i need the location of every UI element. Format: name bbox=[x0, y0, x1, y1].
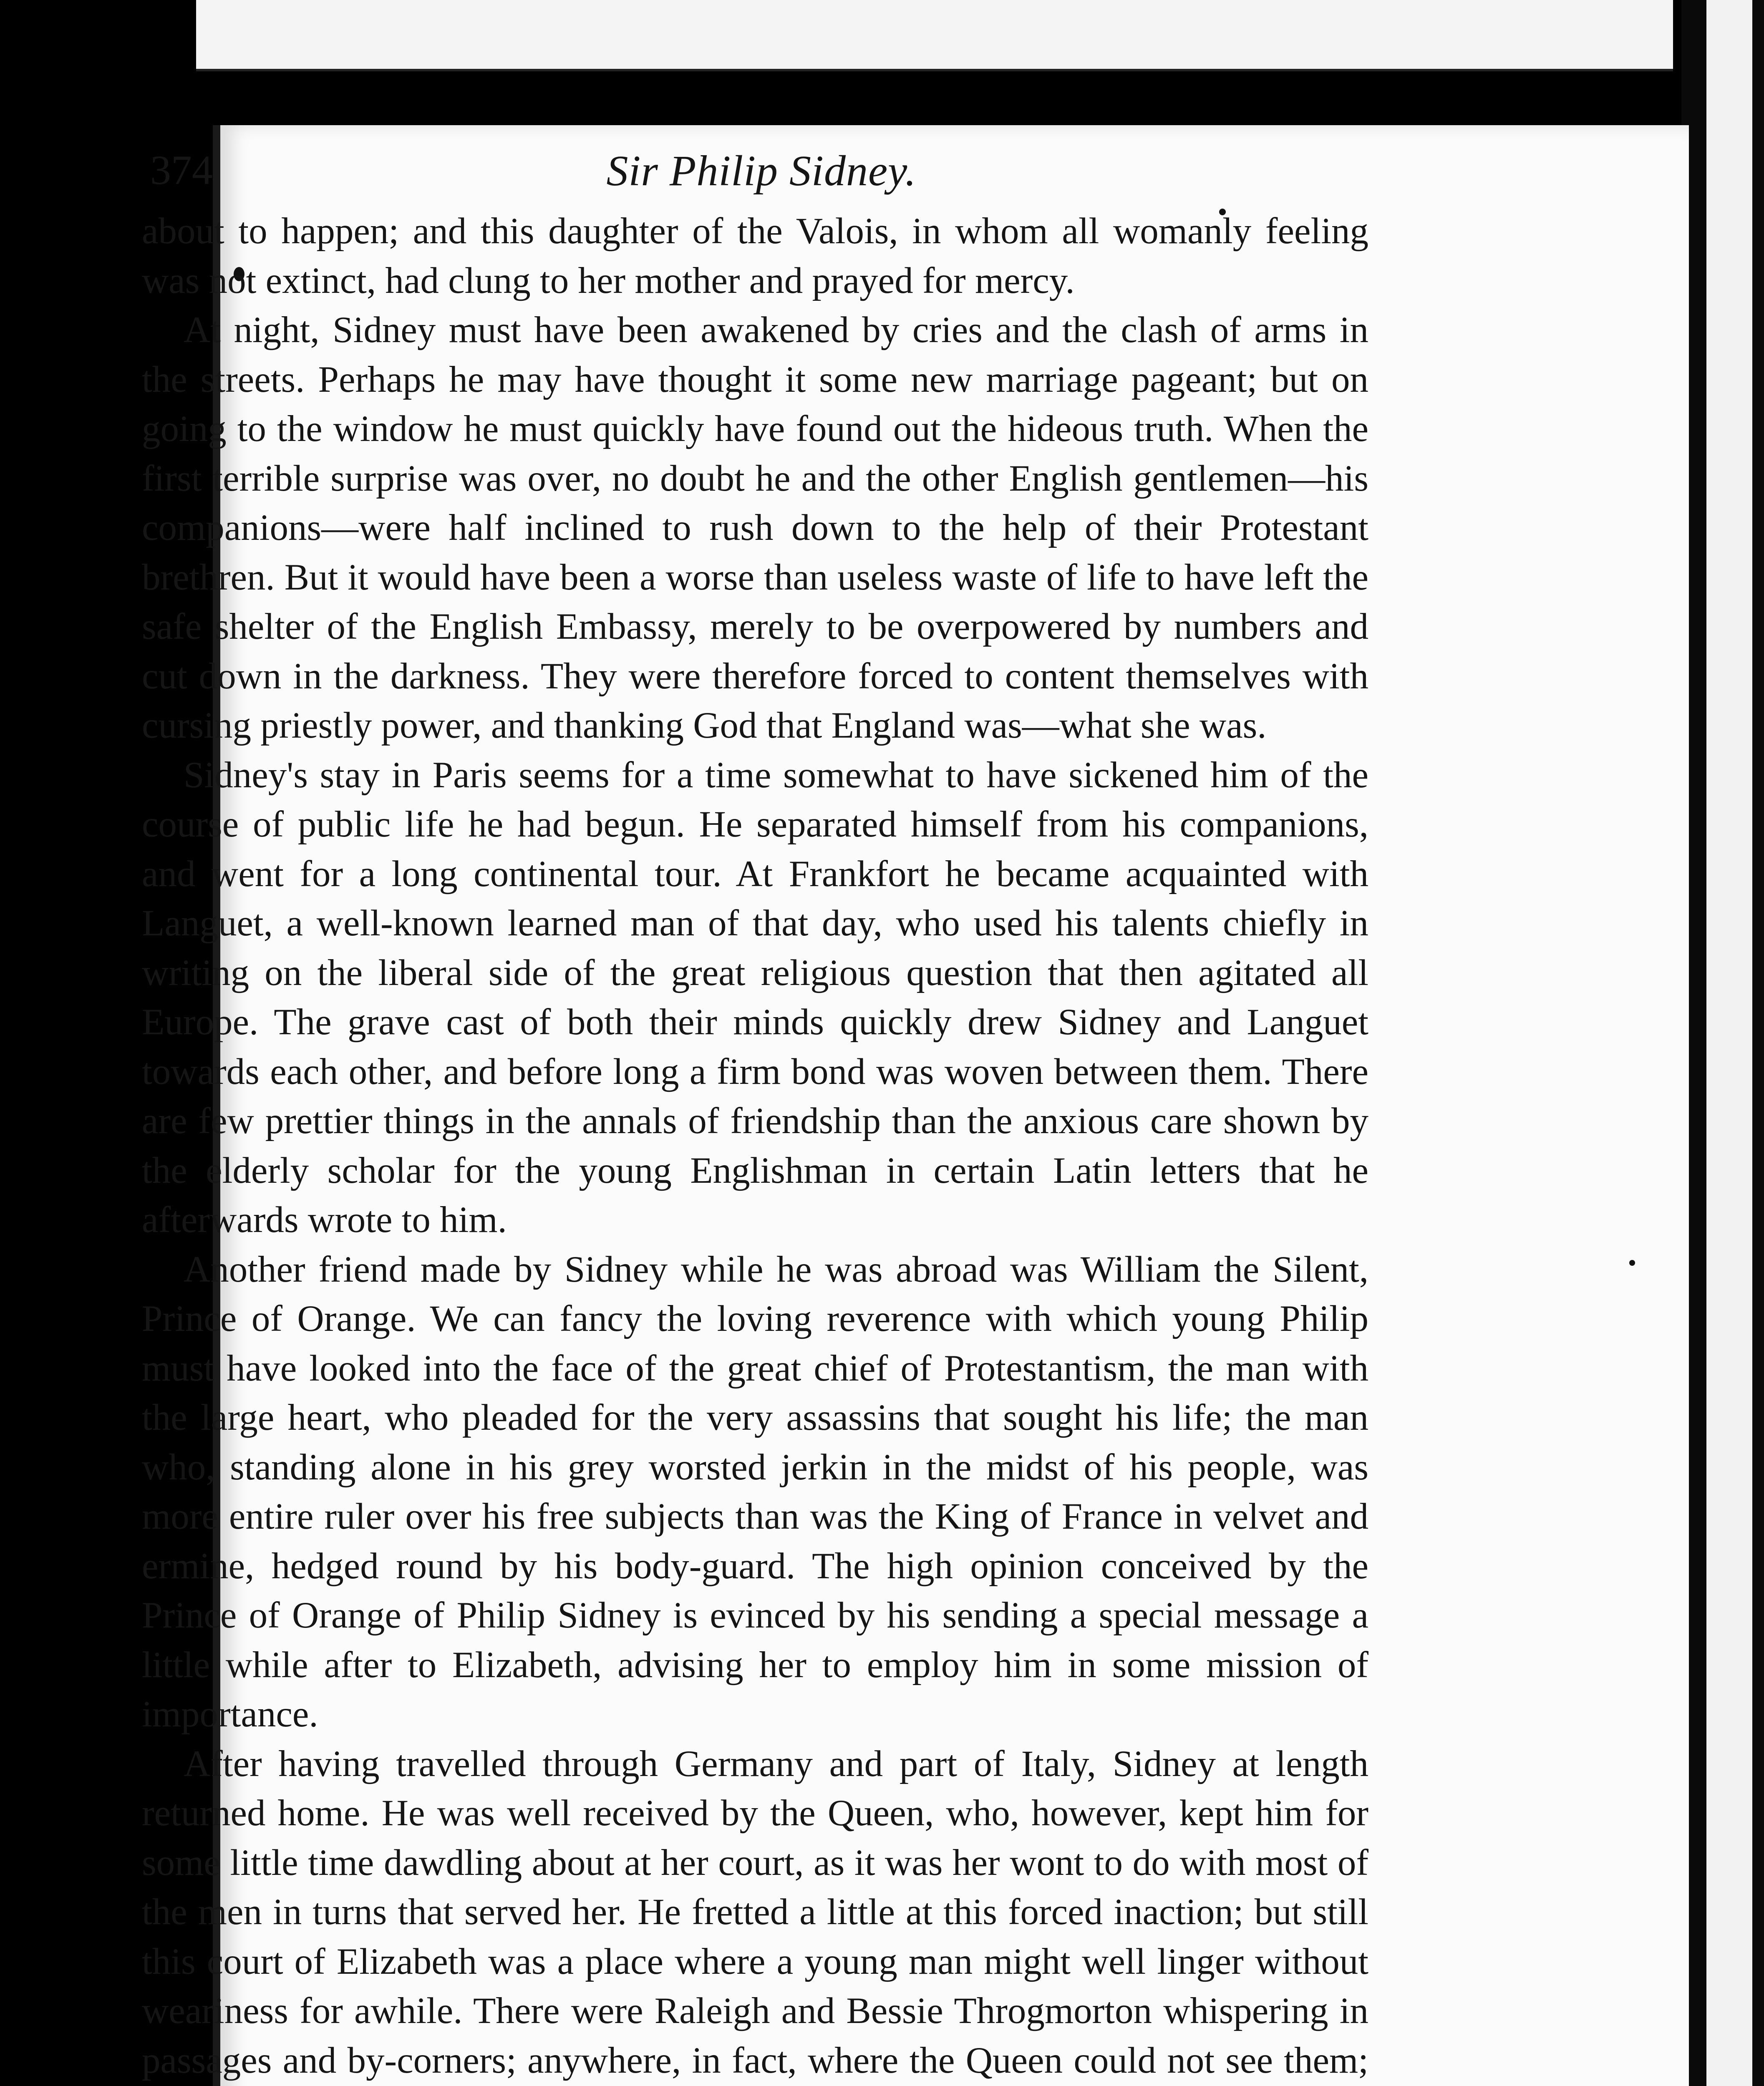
running-title: Sir Philip Sidney. bbox=[606, 147, 917, 195]
page-header bbox=[150, 138, 1373, 200]
paragraph: Another friend made by Sidney while he was abroad was William the Silent, Prince of Orange. We can fancy the loving reverence with which young Philip must have looked into the face of the great chief of Protestantism, the man with the large heart, who pleaded for the very assassins that sought his life; the man who, standing alone in his grey worsted jerkin in the midst of his people, was more entire ruler over his free subjects than was the King of France in velvet and ermine, hedged round by his body-guard. The high opinion conceived by the Prince of Orange of Philip Sidney is evinced by his sending a special message a little while after to Elizabeth, advising her to employ him in some mission of importance. bbox=[142, 1249, 1368, 1735]
ink-speck bbox=[1629, 1260, 1635, 1266]
paragraph: After having travelled through Germany and part of Italy, Sidney at length returned home. He was well received by the Queen, who, however, kept him for some little time dawdling about at her court, as it was her wont to do with most of the men in turns that served her. He fretted a little at this forced inaction; but still this court of Elizabeth was a place where a young man might well linger without weariness for awhile. There were Raleigh and Bessie Throgmorton whispering in passages and by-corners; anywhere, in fact, where the Queen could not see them; bbox=[142, 1743, 1368, 2081]
next-page-edge bbox=[1706, 0, 1752, 2086]
body-text bbox=[142, 207, 1368, 2086]
page-number: 374 bbox=[150, 147, 213, 193]
previous-page-edge bbox=[196, 0, 1673, 71]
paragraph: At night, Sidney must have been awakened by cries and the clash of arms in the streets. Perhaps he may have thought it some new marriage pageant; but on going to the window he must quickly have found out the hideous truth. When the first terrible surprise was over, no doubt he and the other English gentlemen—his companions—were half inclined to rush down to the help of their Protestant brethren. But it would have been a worse than useless waste of life to have left the safe shelter of the English Embassy, merely to be overpowered by numbers and cut down in the darkness. They were therefore forced to content themselves with cursing priestly power, and thanking God that England was—what she was. bbox=[142, 310, 1368, 746]
paragraph: Sidney's stay in Paris seems for a time somewhat to have sickened him of the course of public life he had begun. He separated himself from his companions, and went for a long continental tour. At Frankfort he became acquainted with Languet, a well-known learned man of that day, who used his talents chiefly in writing on the liberal side of the great religious question that then agitated all Europe. The grave cast of both their minds quickly drew Sidney and Languet towards each other, and before long a firm bond was woven between them. There are few prettier things in the annals of friendship than the anxious care shown by the elderly scholar for the young Englishman in certain Latin letters that he afterwards wrote to him. bbox=[142, 754, 1368, 1240]
paragraph: about to happen; and this daughter of the Valois, in whom all womanly feeling was not extinct, had clung to her mother and prayed for mercy. bbox=[142, 211, 1368, 301]
